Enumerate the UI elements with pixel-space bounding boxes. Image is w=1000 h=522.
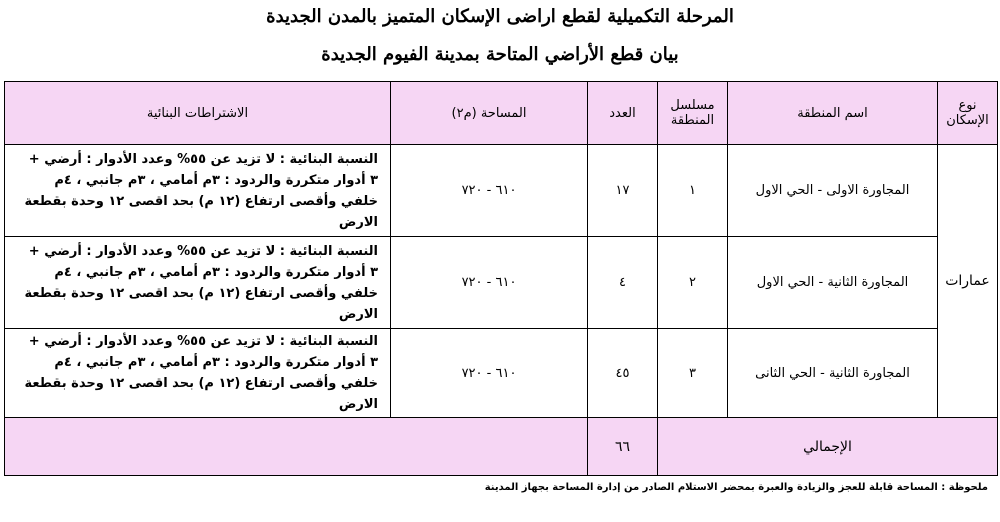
table-row [5, 329, 998, 418]
table-row [5, 237, 998, 329]
header-area-name: اسم المنطقة [728, 82, 938, 145]
size-cell: ٦١٠ - ٧٢٠ [391, 237, 588, 329]
size-cell: ٦١٠ - ٧٢٠ [391, 329, 588, 418]
count-cell: ١٧ [588, 145, 658, 237]
area-name-cell: المجاورة الثانية - الحي الثانى [728, 329, 938, 418]
count-cell: ٤ [588, 237, 658, 329]
header-area-serial: مسلسل المنطقة [658, 82, 728, 145]
land-plots-table [4, 81, 998, 476]
total-empty-cell [5, 418, 588, 476]
table-row [5, 145, 998, 237]
count-cell: ٤٥ [588, 329, 658, 418]
conditions-cell: النسبة البنائية : لا تزيد عن ٥٥% وعدد الأدوار : أرضي + ٣ أدوار متكررة والردود : ٣م أمامي ، ٣م جانبي ، ٤م خلفي وأقصى ارتفاع (١٢ م) بحد اقصى ١٢ وحدة بقطعة الارض [5, 237, 391, 329]
serial-cell: ٢ [658, 237, 728, 329]
total-row [5, 418, 998, 476]
size-cell: ٦١٠ - ٧٢٠ [391, 145, 588, 237]
header-count: العدد [588, 82, 658, 145]
conditions-cell: النسبة البنائية : لا تزيد عن ٥٥% وعدد الأدوار : أرضي + ٣ أدوار متكررة والردود : ٣م أمامي ، ٣م جانبي ، ٤م خلفي وأقصى ارتفاع (١٢ م) بحد اقصى ١٢ وحدة بقطعة الارض [5, 145, 391, 237]
table-header-row [5, 82, 998, 145]
area-name-cell: المجاورة الاولى - الحي الاول [728, 145, 938, 237]
total-label: الإجمالي [658, 418, 998, 476]
conditions-cell: النسبة البنائية : لا تزيد عن ٥٥% وعدد الأدوار : أرضي + ٣ أدوار متكررة والردود : ٣م أمامي ، ٣م جانبي ، ٤م خلفي وأقصى ارتفاع (١٢ م) بحد اقصى ١٢ وحدة بقطعة الارض [5, 329, 391, 418]
footnote: ملحوظة : المساحة قابلة للعجز والزيادة والعبرة بمحضر الاستلام الصادر من إدارة المساحة بجهاز المدينة [484, 482, 988, 493]
header-housing-type: نوع الإسكان [938, 82, 998, 145]
serial-cell: ١ [658, 145, 728, 237]
header-size: المساحة (م٢) [391, 82, 588, 145]
housing-type-cell: عمارات [938, 145, 998, 418]
page-subtitle: بيان قطع الأراضي المتاحة بمدينة الفيوم الجديدة [321, 44, 679, 65]
header-conditions: الاشتراطات البنائية [5, 82, 391, 145]
serial-cell: ٣ [658, 329, 728, 418]
total-count: ٦٦ [588, 418, 658, 476]
page-title: المرحلة التكميلية لقطع اراضى الإسكان المتميز بالمدن الجديدة [266, 6, 734, 27]
area-name-cell: المجاورة الثانية - الحي الاول [728, 237, 938, 329]
